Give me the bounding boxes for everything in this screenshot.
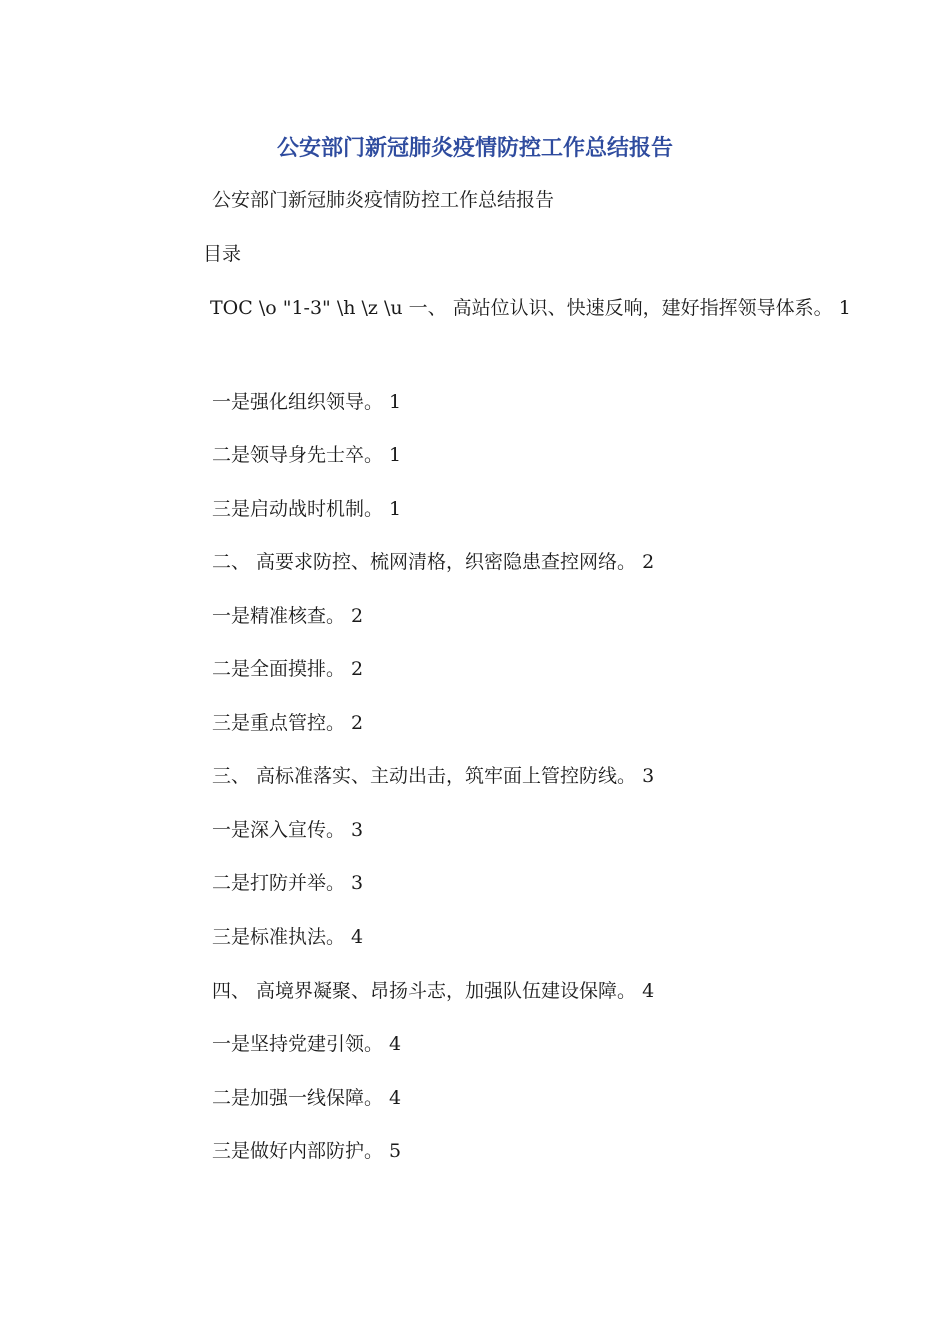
toc-entry: 二是打防并举。 3 (212, 872, 364, 894)
document-subtitle: 公安部门新冠肺炎疫情防控工作总结报告 (212, 189, 555, 211)
toc-entry: 三是启动战时机制。 1 (212, 498, 402, 520)
toc-entry: 三是做好内部防护。 5 (212, 1140, 402, 1162)
toc-entry: 三是标准执法。 4 (212, 926, 364, 948)
page-title: 公安部门新冠肺炎疫情防控工作总结报告 (276, 136, 673, 161)
toc-section-heading: 四、 高境界凝聚、昂扬斗志，加强队伍建设保障。 4 (212, 980, 655, 1002)
toc-field-line: TOC \o "1-3" \h \z \u 一、 高站位认识、快速反响，建好指挥领导体系。 1 (210, 297, 851, 319)
toc-entry: 二是加强一线保障。 4 (212, 1087, 402, 1109)
toc-entry: 一是坚持党建引领。 4 (212, 1033, 402, 1055)
toc-entry: 三是重点管控。 2 (212, 712, 364, 734)
toc-entry: 二是全面摸排。 2 (212, 658, 364, 680)
toc-section-heading: 二、 高要求防控、梳网清格，织密隐患查控网络。 2 (212, 551, 655, 573)
toc-entry: 一是精准核查。 2 (212, 605, 364, 627)
toc-entry: 二是领导身先士卒。 1 (212, 444, 402, 466)
toc-entry: 一是强化组织领导。 1 (212, 391, 402, 413)
toc-heading: 目录 (203, 243, 242, 265)
toc-section-heading: 三、 高标准落实、主动出击，筑牢面上管控防线。 3 (212, 765, 655, 787)
toc-entry: 一是深入宣传。 3 (212, 819, 364, 841)
